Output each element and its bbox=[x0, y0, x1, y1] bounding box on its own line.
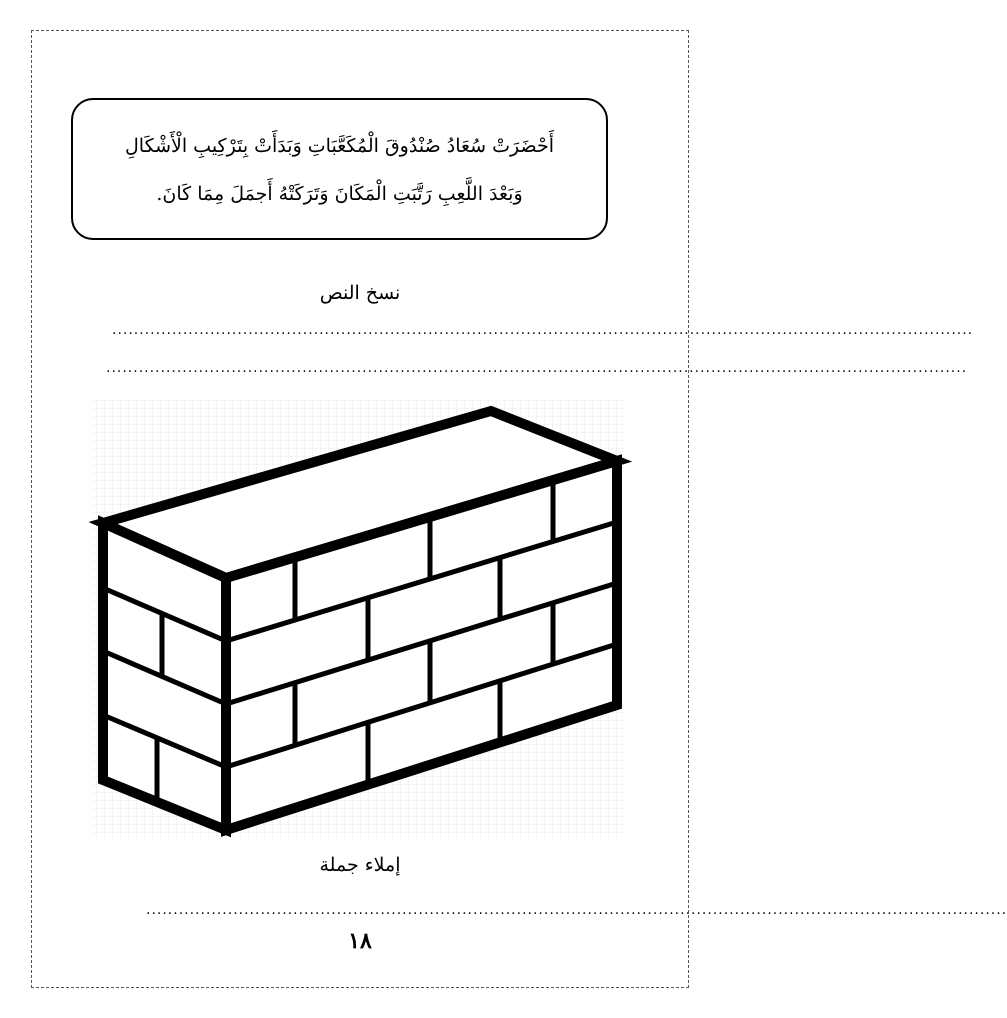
passage-line-2: وَبَعْدَ اللَّعِبِ رَتَّبَتِ الْمَكَانَ وَتَرَكَتْهُ أَجمَلَ مِمَا كَانَ. bbox=[156, 183, 523, 205]
page-number: ١٨ bbox=[348, 928, 372, 954]
copy-line-2[interactable]: .............................................................................................................................................................. bbox=[106, 360, 968, 376]
copy-text-label: نسخ النص bbox=[319, 282, 401, 304]
dictation-label: إملاء جملة bbox=[319, 854, 401, 876]
dictation-line[interactable]: .............................................................................................................................................................. bbox=[146, 902, 1007, 918]
copy-line-1[interactable]: .............................................................................................................................................................. bbox=[112, 322, 974, 338]
passage-line-1: أَحْضَرَتْ سُعَادُ صُنْدُوقَ الْمُكَعَّبَاتِ وَبَدَأَتْ بِتَرْكِيبِ الْأَشْكَالِ bbox=[125, 135, 554, 157]
